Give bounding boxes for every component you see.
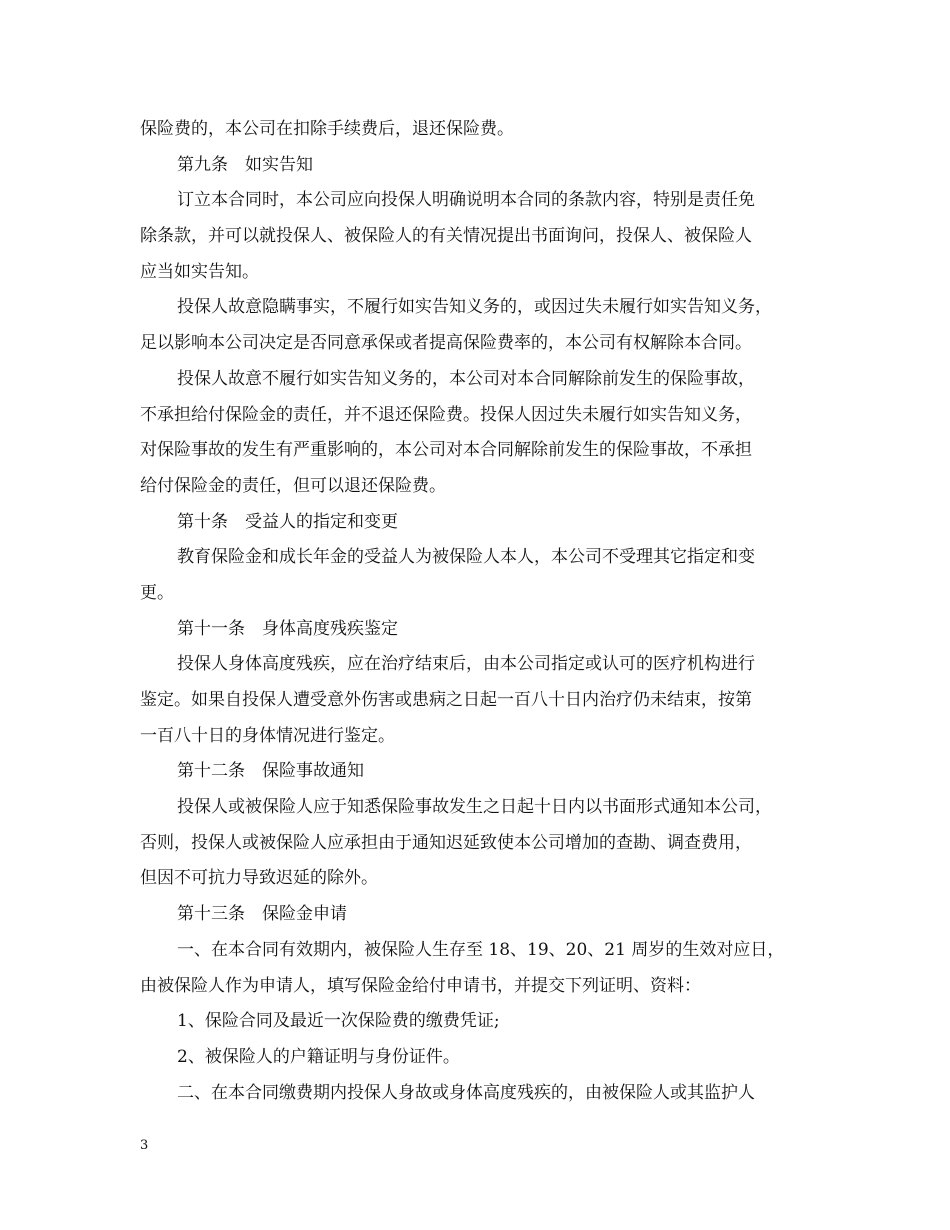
text-line: 投保人故意不履行如实告知义务的，本公司对本合同解除前发生的保险事故， (177, 368, 755, 389)
text-line: 对保险事故的发生有严重影响的，本公司对本合同解除前发生的保险事故，不承担 (140, 440, 752, 461)
text-line: 第九条 如实告知 (177, 154, 313, 175)
text-line: 第十三条 保险金申请 (177, 904, 347, 925)
text-line: 投保人故意隐瞒事实，不履行如实告知义务的，或因过失未履行如实告知义务， (177, 297, 772, 318)
text-line: 不承担给付保险金的责任，并不退还保险费。投保人因过失未履行如实告知义务， (140, 404, 752, 425)
text-line: 除条款，并可以就投保人、被保险人的有关情况提出书面询问，投保人、被保险人 (140, 226, 752, 247)
text-line: 教育保险金和成长年金的受益人为被保险人本人，本公司不受理其它指定和变 (177, 547, 755, 568)
document-body (140, 112, 820, 1111)
text-line: 应当如实告知。 (140, 261, 259, 282)
text-line: 一百八十日的身体情况进行鉴定。 (140, 725, 395, 746)
text-line: 保险费的，本公司在扣除手续费后，退还保险费。 (140, 119, 514, 139)
text-line: 由被保险人作为申请人，填写保险金给付申请书，并提交下列证明、资料： (140, 975, 701, 996)
text-line: 第十条 受益人的指定和变更 (177, 511, 398, 532)
text-line: 第十一条 身体高度残疾鉴定 (177, 618, 398, 639)
text-line: 但因不可抗力导致迟延的除外。 (140, 868, 378, 889)
text-line: 足以影响本公司决定是否同意承保或者提高保险费率的，本公司有权解除本合同。 (140, 333, 752, 354)
text-line: 更。 (140, 582, 174, 603)
text-line: 给付保险金的责任，但可以退还保险费。 (140, 475, 446, 496)
text-line: 1、保险合同及最近一次保险费的缴费凭证; (177, 1011, 500, 1032)
text-line: 二、在本合同缴费期内投保人身故或身体高度残疾的，由被保险人或其监护人 (177, 1082, 755, 1103)
text-line: 投保人身体高度残疾，应在治疗结束后，由本公司指定或认可的医疗机构进行 (177, 654, 755, 675)
text-line: 订立本合同时，本公司应向投保人明确说明本合同的条款内容，特别是责任免 (177, 190, 755, 211)
text-line: 2、被保险人的户籍证明与身份证件。 (177, 1046, 460, 1067)
text-line: 第十二条 保险事故通知 (177, 761, 364, 782)
text-line: 投保人或被保险人应于知悉保险事故发生之日起十日内以书面形式通知本公司， (177, 797, 772, 818)
text-line: 鉴定。如果自投保人遭受意外伤害或患病之日起一百八十日内治疗仍未结束，按第 (140, 690, 752, 710)
text-line: 一、在本合同有效期内，被保险人生存至 18、19、20、21 周岁的生效对应日， (177, 939, 785, 960)
text-line: 否则，投保人或被保险人应承担由于通知迟延致使本公司增加的查勘、调查费用， (140, 832, 752, 853)
page-number: 3 (140, 1138, 149, 1153)
